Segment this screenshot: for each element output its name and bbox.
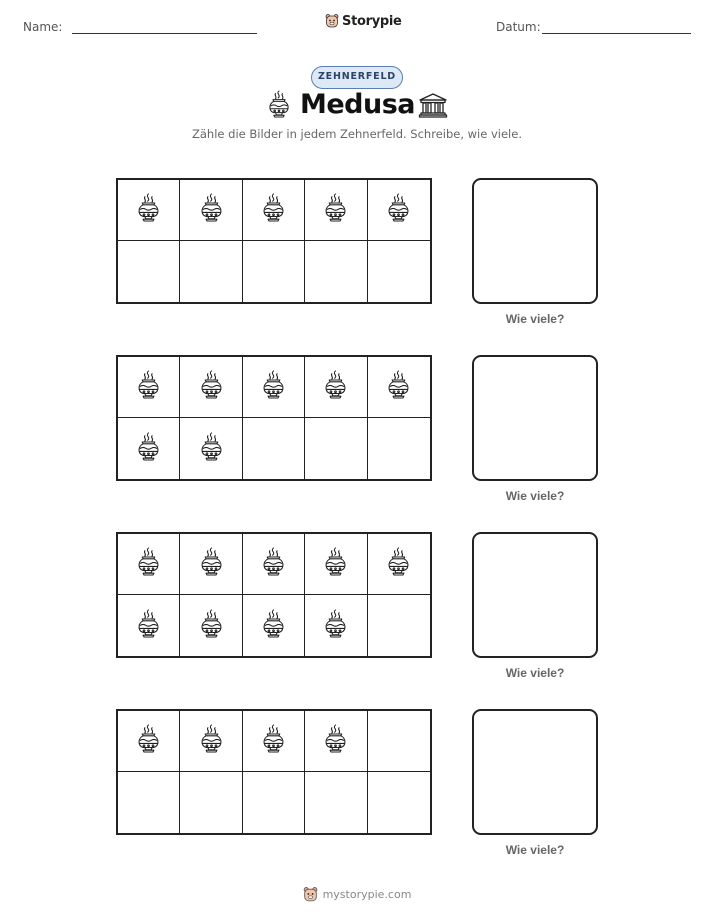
ten-frame-cell [180,595,242,656]
ten-frame-cell [243,772,305,833]
ten-frame-cell [305,180,367,241]
ten-frame [116,532,432,658]
ten-frame-cell [305,357,367,418]
ten-frame-cell [180,772,242,833]
ten-frame-cell [118,772,180,833]
incense-urn-icon [385,546,412,582]
name-line[interactable] [72,33,257,34]
ten-frame-cell [243,711,305,772]
ten-frame-cell [243,357,305,418]
incense-urn-icon [135,192,162,228]
answer-box[interactable] [472,178,598,304]
incense-urn-icon [135,546,162,582]
answer-box[interactable] [472,532,598,658]
incense-urn-icon [260,546,287,582]
incense-urn-icon [260,192,287,228]
ten-frame-cell [305,418,367,479]
ten-frame-cell [118,180,180,241]
storypie-logo-icon [303,886,318,903]
incense-urn-icon [198,192,225,228]
ten-frame-cell [243,418,305,479]
instruction-text: Zähle die Bilder in jedem Zehnerfeld. Schreibe, wie viele. [192,127,522,141]
ten-frame-cell [180,711,242,772]
ten-frame-cell [243,534,305,595]
incense-urn-icon [322,192,349,228]
incense-urn-icon [322,369,349,405]
ten-frame-cell [305,534,367,595]
ten-frame-cell [243,595,305,656]
ten-frame-cell [368,357,430,418]
answer-label: Wie viele? [505,843,565,857]
ten-frame-cell [305,241,367,302]
ten-frame-cell [118,711,180,772]
ten-frame-cell [305,772,367,833]
incense-urn-icon [322,723,349,759]
ten-frame-cell [180,418,242,479]
footer [0,886,714,903]
ten-frame-cell [243,180,305,241]
incense-urn-icon [385,369,412,405]
incense-urn-icon [198,608,225,644]
name-label: Name: [23,20,63,34]
page-title: Medusa [300,89,416,120]
ten-frame-cell [368,595,430,656]
ten-frame-cell [180,357,242,418]
ten-frame-cell [368,772,430,833]
answer-label: Wie viele? [505,666,565,680]
date-label: Datum: [496,20,541,34]
incense-urn-icon [135,723,162,759]
incense-urn-icon [135,431,162,467]
ten-frame-cell [118,357,180,418]
ten-frame-cell [368,180,430,241]
ten-frame-cell [118,418,180,479]
incense-urn-icon [135,369,162,405]
incense-urn-icon [266,89,292,124]
incense-urn-icon [198,723,225,759]
incense-urn-icon [198,546,225,582]
ten-frame-cell [243,241,305,302]
incense-urn-icon [260,608,287,644]
incense-urn-icon [385,192,412,228]
greek-temple-icon [418,92,448,123]
incense-urn-icon [260,369,287,405]
ten-frame-cell [368,711,430,772]
footer-url: mystorypie.com [322,888,412,901]
ten-frame-cell [368,534,430,595]
incense-urn-icon [322,608,349,644]
incense-urn-icon [322,546,349,582]
answer-label: Wie viele? [505,489,565,503]
ten-frame-cell [118,595,180,656]
incense-urn-icon [260,723,287,759]
answer-box[interactable] [472,355,598,481]
answer-label: Wie viele? [505,312,565,326]
incense-urn-icon [198,431,225,467]
brand-name: Storypie [342,13,402,29]
ten-frame-cell [368,418,430,479]
incense-urn-icon [198,369,225,405]
ten-frame [116,178,432,304]
ten-frame-cell [180,534,242,595]
ten-frame [116,355,432,481]
ten-frame-cell [368,241,430,302]
ten-frame [116,709,432,835]
category-badge: ZEHNERFELD [311,66,403,89]
ten-frame-cell [118,241,180,302]
ten-frame-cell [118,534,180,595]
storypie-logo-icon [325,13,339,29]
date-line[interactable] [542,33,691,34]
ten-frame-cell [305,711,367,772]
brand [325,13,402,29]
ten-frame-cell [180,241,242,302]
ten-frame-cell [305,595,367,656]
ten-frame-cell [180,180,242,241]
answer-box[interactable] [472,709,598,835]
incense-urn-icon [135,608,162,644]
